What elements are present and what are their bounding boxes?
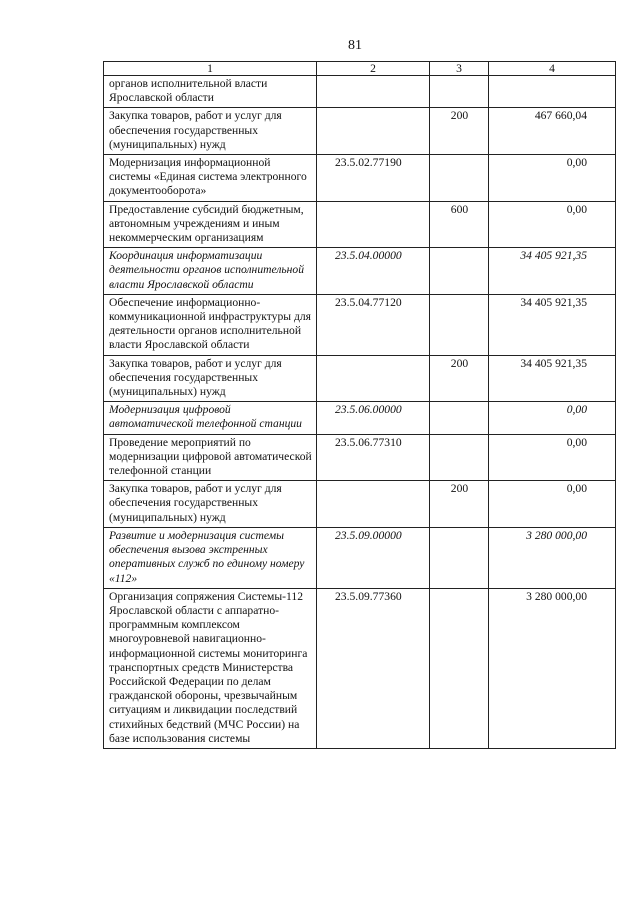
row-code-cell: 23.5.06.00000 bbox=[317, 402, 430, 434]
row-type-cell bbox=[430, 527, 489, 588]
row-type-cell bbox=[430, 402, 489, 434]
table-row bbox=[104, 201, 616, 248]
table-row bbox=[104, 294, 616, 355]
row-name-cell: Проведение мероприятий по модернизации цифровой автоматической телефонной станции bbox=[104, 434, 317, 481]
row-code-cell bbox=[317, 108, 430, 155]
table-row bbox=[104, 434, 616, 481]
row-code-cell: 23.5.09.00000 bbox=[317, 527, 430, 588]
row-name-cell: Обеспечение информационно-коммуникационной инфраструктуры для деятельности органов исполнительной власти Ярославской области bbox=[104, 294, 317, 355]
row-name-cell: Модернизация цифровой автоматической телефонной станции bbox=[104, 402, 317, 434]
row-code-cell: 23.5.06.77310 bbox=[317, 434, 430, 481]
row-amount-cell: 34 405 921,35 bbox=[489, 355, 616, 402]
row-name-cell: Закупка товаров, работ и услуг для обеспечения государственных (муниципальных) нужд bbox=[104, 481, 317, 528]
table-row bbox=[104, 248, 616, 295]
row-amount-cell: 34 405 921,35 bbox=[489, 294, 616, 355]
row-code-cell: 23.5.02.77190 bbox=[317, 155, 430, 202]
row-amount-cell: 0,00 bbox=[489, 155, 616, 202]
table-row bbox=[104, 155, 616, 202]
row-type-cell bbox=[430, 434, 489, 481]
row-name-cell: Модернизация информационной системы «Единая система электронного документооборота» bbox=[104, 155, 317, 202]
row-amount-cell: 3 280 000,00 bbox=[489, 588, 616, 748]
row-name-cell: Развитие и модернизация системы обеспечения вызова экстренных оперативных служб по единому номеру «112» bbox=[104, 527, 317, 588]
row-amount-cell: 0,00 bbox=[489, 481, 616, 528]
row-code-cell: 23.5.09.77360 bbox=[317, 588, 430, 748]
row-name-cell: Координация информатизации деятельности органов исполнительной власти Ярославской области bbox=[104, 248, 317, 295]
row-amount-cell: 3 280 000,00 bbox=[489, 527, 616, 588]
row-amount-cell: 0,00 bbox=[489, 201, 616, 248]
table-row bbox=[104, 527, 616, 588]
row-code-cell bbox=[317, 355, 430, 402]
row-amount-cell: 34 405 921,35 bbox=[489, 248, 616, 295]
row-name-cell: органов исполнительной власти Ярославской области bbox=[104, 76, 317, 108]
row-amount-cell bbox=[489, 76, 616, 108]
row-type-cell: 600 bbox=[430, 201, 489, 248]
table-header-row bbox=[104, 62, 616, 76]
row-amount-cell: 467 660,04 bbox=[489, 108, 616, 155]
budget-table bbox=[103, 61, 616, 749]
row-type-cell bbox=[430, 294, 489, 355]
column-header-4: 4 bbox=[489, 62, 616, 76]
table-row bbox=[104, 108, 616, 155]
row-type-cell: 200 bbox=[430, 108, 489, 155]
row-name-cell: Организация сопряжения Системы-112 Ярославской области с аппаратно-программным комплексом многоуровневой навигационно-информационной системы мониторинга транспортных средств Министерства Российской Федерации по делам гражданской обороны, чрезвычайным ситуациям и ликвидации последствий стихийных бедствий (МЧС России) на базе использования системы bbox=[104, 588, 317, 748]
row-code-cell: 23.5.04.77120 bbox=[317, 294, 430, 355]
table-row bbox=[104, 588, 616, 748]
row-code-cell: 23.5.04.00000 bbox=[317, 248, 430, 295]
row-type-cell: 200 bbox=[430, 355, 489, 402]
table-row bbox=[104, 481, 616, 528]
row-amount-cell: 0,00 bbox=[489, 434, 616, 481]
row-type-cell bbox=[430, 248, 489, 295]
table-row bbox=[104, 355, 616, 402]
column-header-2: 2 bbox=[317, 62, 430, 76]
row-name-cell: Закупка товаров, работ и услуг для обеспечения государственных (муниципальных) нужд bbox=[104, 108, 317, 155]
column-header-1: 1 bbox=[104, 62, 317, 76]
table-row bbox=[104, 402, 616, 434]
row-code-cell bbox=[317, 201, 430, 248]
page-number: 81 bbox=[348, 38, 362, 53]
column-header-3: 3 bbox=[430, 62, 489, 76]
row-amount-cell: 0,00 bbox=[489, 402, 616, 434]
row-code-cell bbox=[317, 481, 430, 528]
row-code-cell bbox=[317, 76, 430, 108]
row-type-cell bbox=[430, 76, 489, 108]
row-name-cell: Закупка товаров, работ и услуг для обеспечения государственных (муниципальных) нужд bbox=[104, 355, 317, 402]
table-row bbox=[104, 76, 616, 108]
row-name-cell: Предоставление субсидий бюджетным, автономным учреждениям и иным некоммерческим организациям bbox=[104, 201, 317, 248]
row-type-cell bbox=[430, 588, 489, 748]
row-type-cell: 200 bbox=[430, 481, 489, 528]
row-type-cell bbox=[430, 155, 489, 202]
